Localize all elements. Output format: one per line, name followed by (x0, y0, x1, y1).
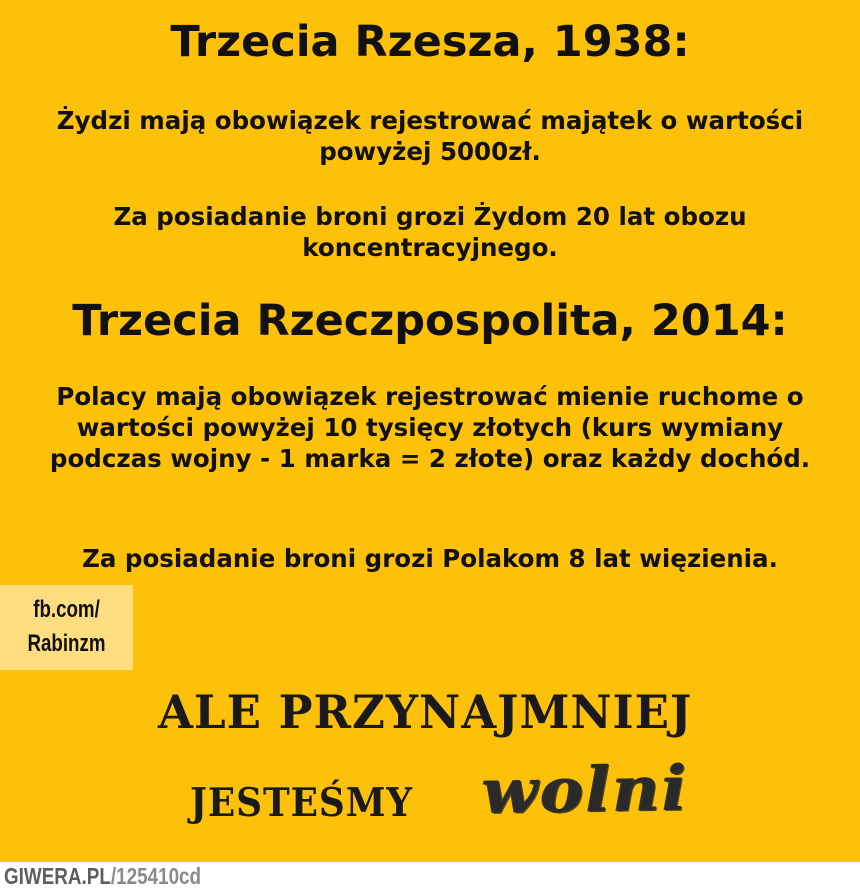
footer-bar (0, 862, 860, 891)
slogan-emphasis-wolni: wolni (481, 751, 690, 828)
slogan-line-1: ALE PRZYNAJMNIEJ (158, 685, 693, 739)
heading-1938: Trzecia Rzesza, 1938: (170, 17, 690, 67)
fb-tag-line-2: Rabinzm (27, 630, 106, 657)
fb-tag-line-1: fb.com/ (33, 596, 100, 623)
heading-2014: Trzecia Rzeczpospolita, 2014: (72, 296, 788, 346)
fb-tag (0, 585, 133, 670)
watermark-code: /125410cd (110, 863, 202, 889)
watermark (4, 863, 201, 890)
paragraph-2014-property: Polacy mają obowiązek rejestrować mienie ruchome o wartości powyżej 10 tysięcy złotych (kurs wymiany podczas wojny - 1 marka = 2 złote) oraz każdy dochód. (49, 382, 811, 473)
paragraph-1938-weapons: Za posiadanie broni grozi Żydom 20 lat obozu koncentracyjnego. (113, 202, 747, 262)
slogan-line-2: JESTEŚMY (190, 780, 413, 826)
paragraph-1938-property: Żydzi mają obowiązek rejestrować majątek o wartości powyżej 5000zł. (56, 106, 804, 166)
watermark-site: GIWERA.PL (4, 863, 111, 889)
paragraph-2014-weapons: Za posiadanie broni grozi Polakom 8 lat więzienia. (82, 544, 778, 573)
